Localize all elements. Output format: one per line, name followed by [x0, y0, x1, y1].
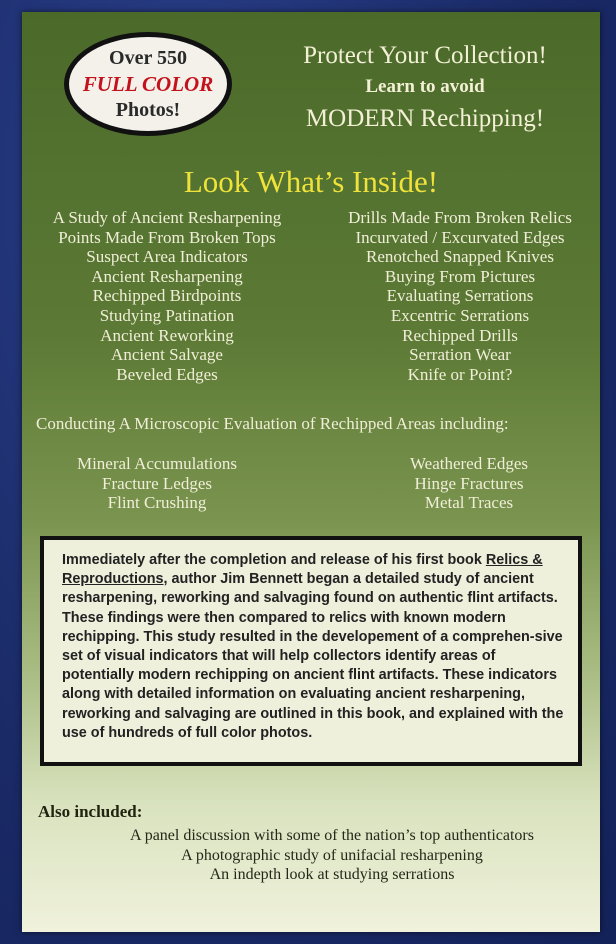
topic-item: Rechipped Drills: [402, 325, 518, 345]
microscopic-heading: Conducting A Microscopic Evaluation of Rechipped Areas including:: [36, 414, 509, 433]
topics-left-column: [22, 208, 312, 384]
micro-item: Flint Crushing: [107, 493, 207, 512]
topic-item: Ancient Reworking: [100, 325, 234, 345]
topic-item: Buying From Pictures: [384, 266, 536, 286]
micro-item: Hinge Fractures: [414, 473, 524, 493]
micro-left-column: [42, 454, 272, 513]
also-item: A panel discussion with some of the nation’s top authenticators: [130, 827, 534, 844]
topic-item: Drills Made From Broken Relics: [348, 208, 572, 227]
micro-item: Metal Traces: [424, 493, 514, 512]
also-included-heading: Also included:: [38, 802, 143, 821]
topics-right-column: [320, 208, 600, 384]
topic-item: Beveled Edges: [116, 364, 218, 384]
topic-item: Excentric Serrations: [390, 305, 530, 325]
topic-item: Serration Wear: [409, 345, 511, 365]
micro-item: Weathered Edges: [409, 454, 529, 473]
book-title-link: Relics & Reproductions: [62, 552, 543, 588]
topic-item: Ancient Salvage: [111, 345, 223, 365]
description-intro: Immediately after the completion and release of his first book: [62, 552, 486, 568]
badge-line-2: FULL COLOR: [82, 72, 214, 96]
badge-line-1: Over 550: [109, 47, 187, 69]
inside-title: Look What’s Inside!: [183, 164, 439, 199]
topic-item: Points Made From Broken Tops: [58, 227, 276, 247]
headline-line-1: Protect Your Collection!: [303, 42, 547, 69]
also-item: A photographic study of unifacial resharpening: [181, 846, 483, 864]
also-item: An indepth look at studying serrations: [209, 866, 455, 883]
topic-item: Renotched Snapped Knives: [366, 247, 554, 267]
micro-item: Mineral Accumulations: [76, 454, 238, 473]
topic-item: Knife or Point?: [407, 364, 513, 384]
topic-item: Suspect Area Indicators: [86, 247, 248, 267]
headline-line-3: MODERN Rechipping!: [305, 105, 545, 132]
description-body: , author Jim Bennett began a detailed study of ancient resharpening, reworking and salvaging found on authentic flint artifacts. These findings were then compared to relics with known modern rechipping. This study resulted in the developement of a comprehen-sive set of visual indicators that will help collectors identify areas of potentially modern rechipping on ancient flint artifacts. These indicators along with detailed information on evaluating ancient resharpening, reworking and salvaging are outlined in this book, and explained with the use of hundreds of full color photos.: [62, 571, 564, 741]
topic-item: Incurvated / Excurvated Edges: [355, 227, 565, 247]
headline: [250, 40, 600, 136]
micro-item: Fracture Ledges: [102, 473, 212, 493]
headline-line-2: Learn to avoid: [365, 76, 485, 97]
topic-item: Studying Patination: [99, 305, 235, 325]
also-included-list: [62, 826, 602, 885]
photo-count-badge: [64, 32, 232, 136]
badge-line-3: Photos!: [115, 99, 181, 121]
micro-right-column: [354, 454, 584, 513]
topic-item: Ancient Resharpening: [91, 266, 243, 286]
topic-item: Evaluating Serrations: [386, 286, 534, 306]
description-box: [40, 536, 582, 766]
topic-item: A Study of Ancient Resharpening: [52, 208, 282, 227]
flyer-card: [22, 12, 600, 932]
topic-item: Rechipped Birdpoints: [92, 286, 242, 306]
